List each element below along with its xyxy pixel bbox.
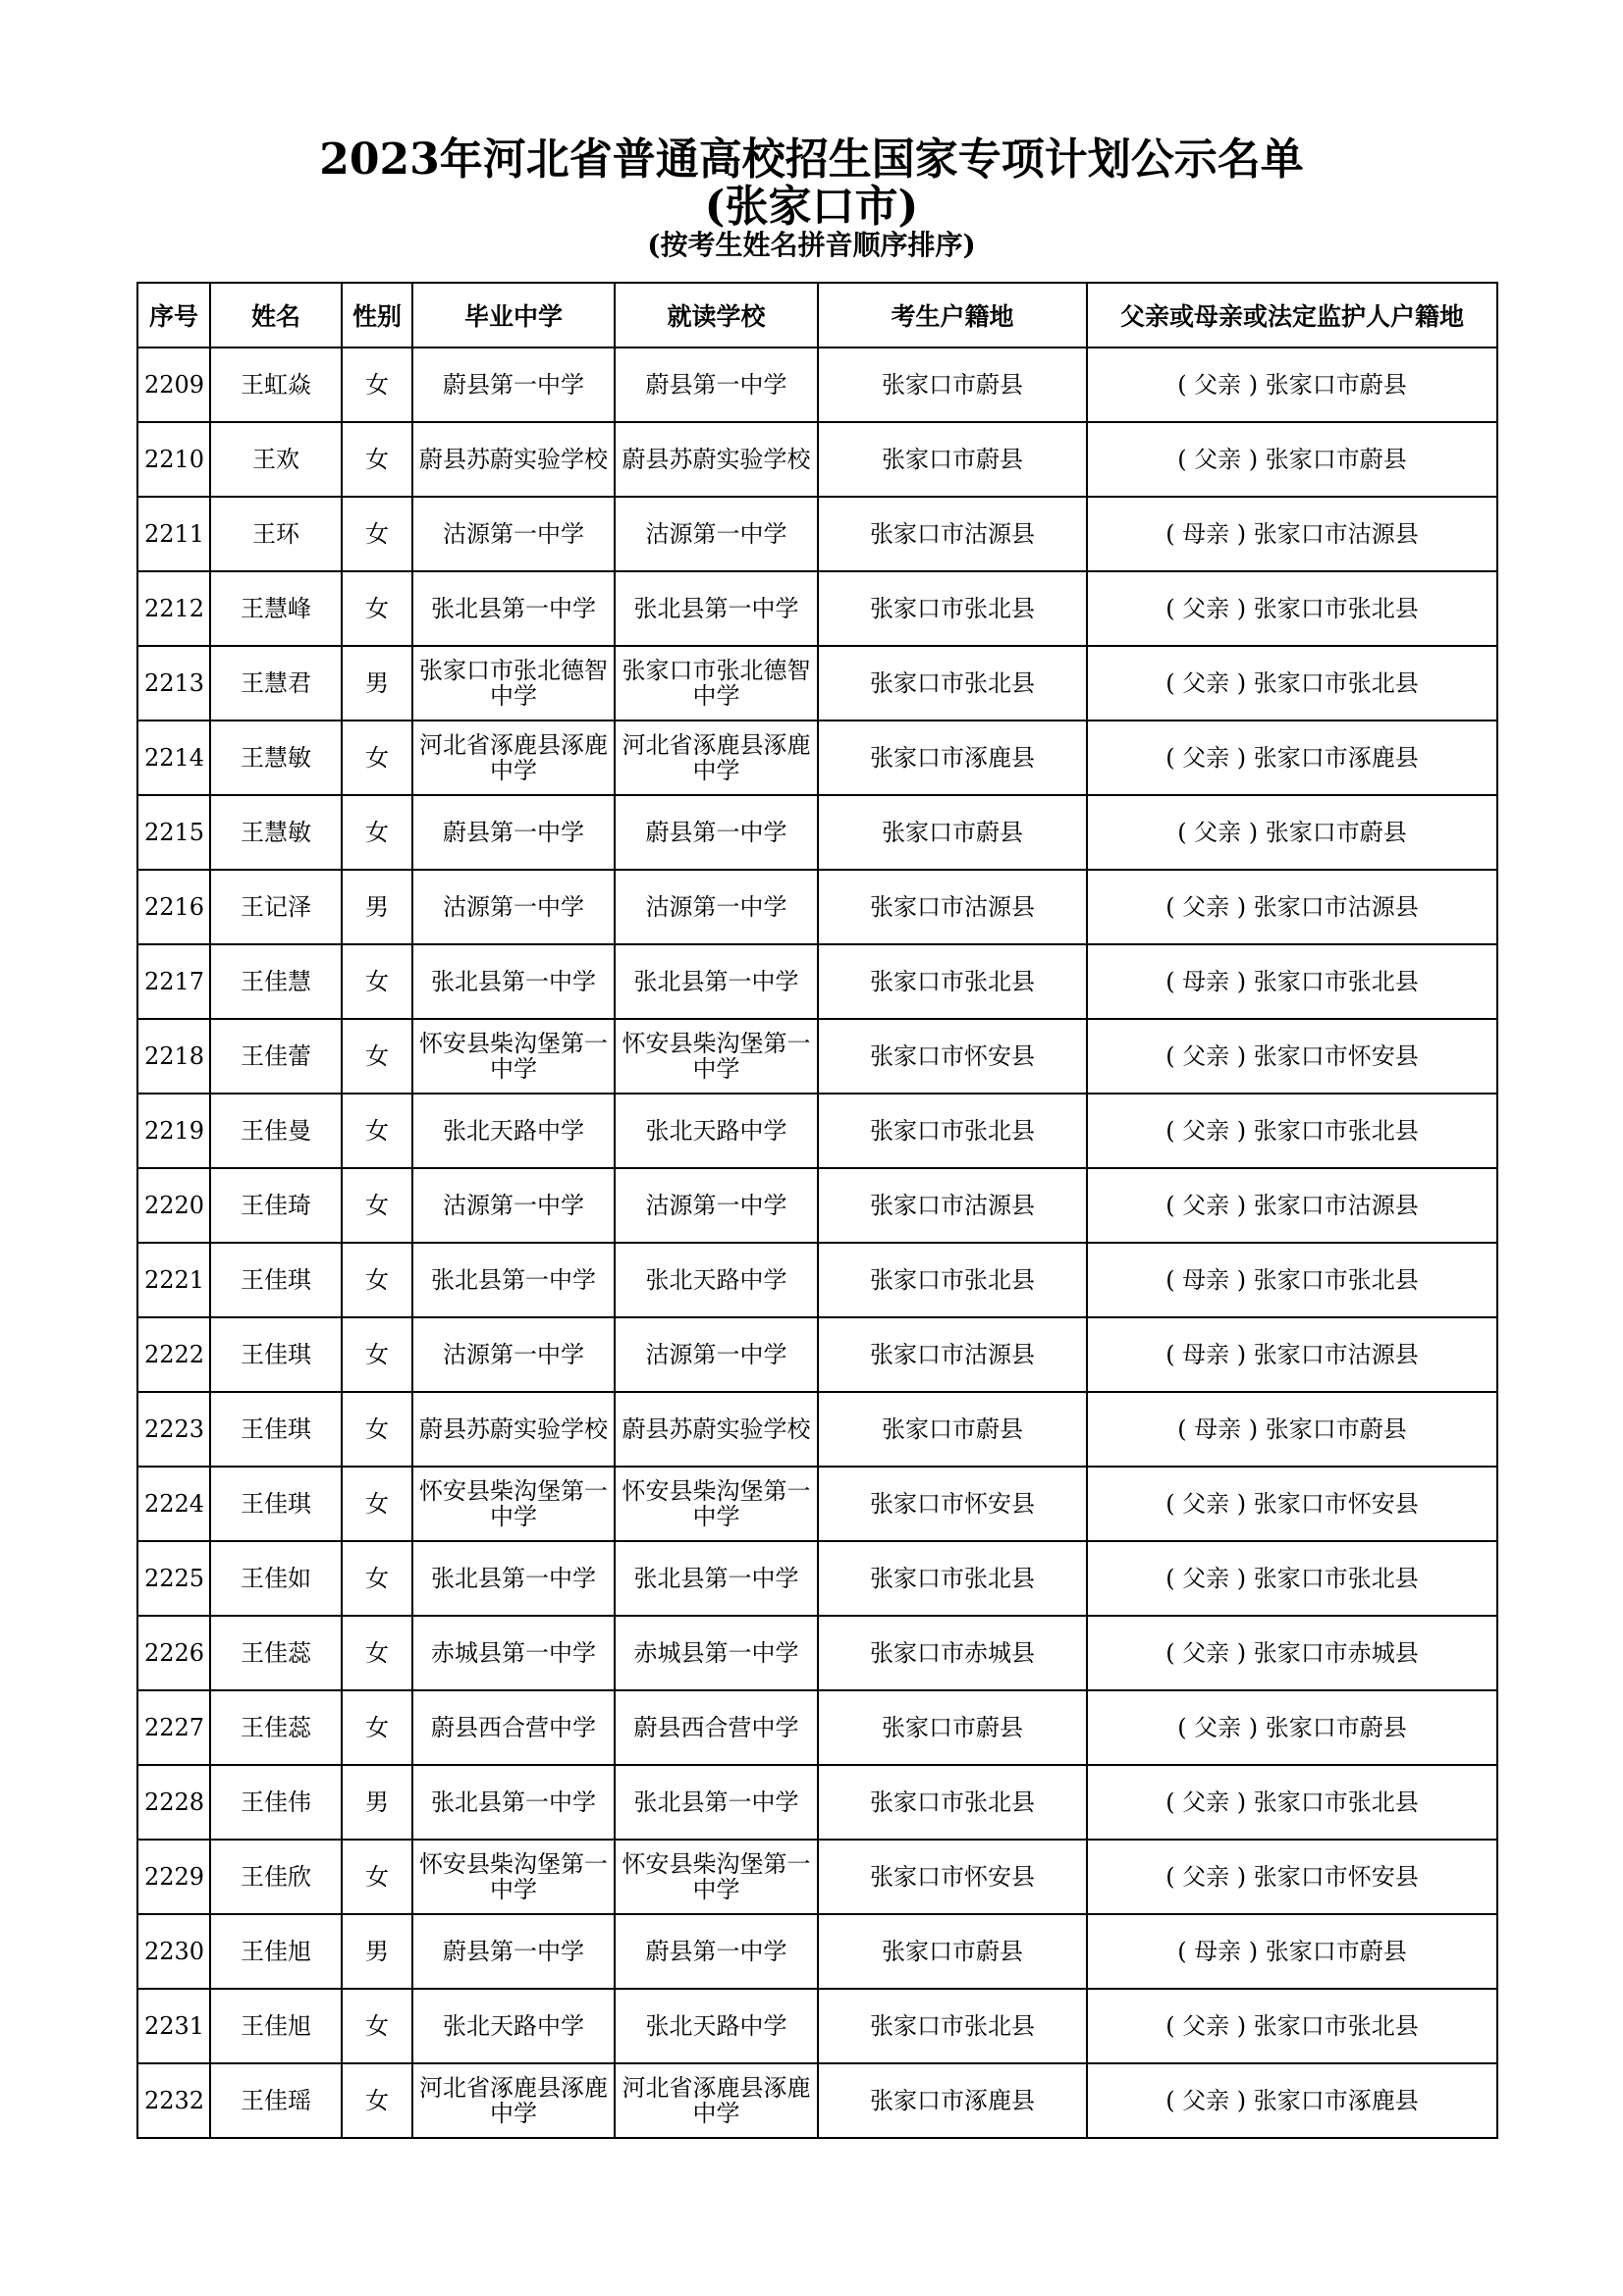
- cell-parent-hukou: ( 母亲 ) 张家口市张北县: [1087, 944, 1497, 1019]
- cell-student-hukou: 张家口市张北县: [818, 646, 1087, 721]
- cell-name: 王佳瑶: [210, 2063, 342, 2138]
- cell-current-school: 怀安县柴沟堡第一中学: [615, 1019, 818, 1094]
- col-header-graduation-school: 毕业中学: [412, 283, 615, 347]
- table-body: [137, 347, 1497, 2138]
- cell-graduation-school: 张北县第一中学: [412, 1541, 615, 1616]
- cell-seq: 2221: [137, 1243, 210, 1317]
- cell-student-hukou: 张家口市张北县: [818, 1094, 1087, 1168]
- cell-gender: 女: [342, 1541, 412, 1616]
- cell-parent-hukou: ( 父亲 ) 张家口市张北县: [1087, 1989, 1497, 2063]
- cell-current-school: 张北县第一中学: [615, 944, 818, 1019]
- cell-seq: 2220: [137, 1168, 210, 1243]
- cell-current-school: 河北省涿鹿县涿鹿中学: [615, 2063, 818, 2138]
- cell-name: 王慧君: [210, 646, 342, 721]
- cell-gender: 女: [342, 347, 412, 422]
- cell-current-school: 张北县第一中学: [615, 1765, 818, 1840]
- col-header-student-hukou: 考生户籍地: [818, 283, 1087, 347]
- cell-student-hukou: 张家口市沽源县: [818, 497, 1087, 571]
- cell-seq: 2209: [137, 347, 210, 422]
- table-row: [137, 422, 1497, 497]
- table-row: [137, 1765, 1497, 1840]
- col-header-seq: 序号: [137, 283, 210, 347]
- cell-name: 王佳伟: [210, 1765, 342, 1840]
- table-row: [137, 1467, 1497, 1541]
- cell-current-school: 蔚县苏蔚实验学校: [615, 422, 818, 497]
- cell-graduation-school: 蔚县苏蔚实验学校: [412, 1392, 615, 1467]
- cell-gender: 女: [342, 1467, 412, 1541]
- cell-graduation-school: 怀安县柴沟堡第一中学: [412, 1019, 615, 1094]
- table-row: [137, 1616, 1497, 1690]
- cell-gender: 女: [342, 1690, 412, 1765]
- cell-graduation-school: 怀安县柴沟堡第一中学: [412, 1840, 615, 1914]
- cell-graduation-school: 沽源第一中学: [412, 497, 615, 571]
- cell-parent-hukou: ( 父亲 ) 张家口市涿鹿县: [1087, 721, 1497, 795]
- table-row: [137, 347, 1497, 422]
- cell-parent-hukou: ( 父亲 ) 张家口市怀安县: [1087, 1019, 1497, 1094]
- cell-parent-hukou: ( 父亲 ) 张家口市张北县: [1087, 646, 1497, 721]
- cell-seq: 2213: [137, 646, 210, 721]
- cell-student-hukou: 张家口市怀安县: [818, 1467, 1087, 1541]
- cell-parent-hukou: ( 父亲 ) 张家口市蔚县: [1087, 422, 1497, 497]
- cell-current-school: 河北省涿鹿县涿鹿中学: [615, 721, 818, 795]
- cell-student-hukou: 张家口市蔚县: [818, 1914, 1087, 1989]
- cell-current-school: 张家口市张北德智中学: [615, 646, 818, 721]
- cell-current-school: 张北县第一中学: [615, 1541, 818, 1616]
- page-title: 2023年河北省普通高校招生国家专项计划公示名单: [319, 134, 1304, 185]
- cell-current-school: 张北天路中学: [615, 1243, 818, 1317]
- cell-gender: 女: [342, 1616, 412, 1690]
- cell-parent-hukou: ( 母亲 ) 张家口市沽源县: [1087, 497, 1497, 571]
- cell-current-school: 张北天路中学: [615, 1989, 818, 2063]
- table-row: [137, 646, 1497, 721]
- table-row: [137, 1243, 1497, 1317]
- cell-seq: 2226: [137, 1616, 210, 1690]
- cell-current-school: 沽源第一中学: [615, 497, 818, 571]
- cell-name: 王佳琪: [210, 1243, 342, 1317]
- cell-gender: 女: [342, 571, 412, 646]
- cell-parent-hukou: ( 母亲 ) 张家口市蔚县: [1087, 1392, 1497, 1467]
- cell-gender: 男: [342, 1914, 412, 1989]
- cell-seq: 2232: [137, 2063, 210, 2138]
- cell-parent-hukou: ( 父亲 ) 张家口市蔚县: [1087, 795, 1497, 870]
- cell-student-hukou: 张家口市张北县: [818, 944, 1087, 1019]
- cell-seq: 2227: [137, 1690, 210, 1765]
- cell-current-school: 蔚县第一中学: [615, 795, 818, 870]
- table-row: [137, 2063, 1497, 2138]
- cell-gender: 女: [342, 1094, 412, 1168]
- table-row: [137, 944, 1497, 1019]
- cell-parent-hukou: ( 父亲 ) 张家口市张北县: [1087, 571, 1497, 646]
- cell-name: 王慧敏: [210, 721, 342, 795]
- cell-gender: 女: [342, 2063, 412, 2138]
- table-header-row: [137, 283, 1497, 347]
- cell-graduation-school: 赤城县第一中学: [412, 1616, 615, 1690]
- cell-name: 王佳欣: [210, 1840, 342, 1914]
- cell-gender: 女: [342, 795, 412, 870]
- cell-student-hukou: 张家口市张北县: [818, 1541, 1087, 1616]
- cell-gender: 女: [342, 1840, 412, 1914]
- cell-graduation-school: 张北县第一中学: [412, 944, 615, 1019]
- table-row: [137, 1840, 1497, 1914]
- cell-parent-hukou: ( 父亲 ) 张家口市蔚县: [1087, 1690, 1497, 1765]
- cell-parent-hukou: ( 父亲 ) 张家口市涿鹿县: [1087, 2063, 1497, 2138]
- cell-gender: 女: [342, 1392, 412, 1467]
- cell-graduation-school: 蔚县第一中学: [412, 795, 615, 870]
- cell-gender: 男: [342, 1765, 412, 1840]
- cell-gender: 女: [342, 944, 412, 1019]
- table-row: [137, 1989, 1497, 2063]
- cell-seq: 2217: [137, 944, 210, 1019]
- cell-graduation-school: 张北县第一中学: [412, 571, 615, 646]
- cell-name: 王佳蕊: [210, 1616, 342, 1690]
- col-header-name: 姓名: [210, 283, 342, 347]
- cell-parent-hukou: ( 父亲 ) 张家口市赤城县: [1087, 1616, 1497, 1690]
- cell-student-hukou: 张家口市沽源县: [818, 1168, 1087, 1243]
- cell-name: 王佳琪: [210, 1392, 342, 1467]
- cell-seq: 2231: [137, 1989, 210, 2063]
- cell-seq: 2215: [137, 795, 210, 870]
- cell-seq: 2212: [137, 571, 210, 646]
- cell-seq: 2211: [137, 497, 210, 571]
- cell-name: 王虹焱: [210, 347, 342, 422]
- cell-student-hukou: 张家口市张北县: [818, 1765, 1087, 1840]
- cell-current-school: 怀安县柴沟堡第一中学: [615, 1467, 818, 1541]
- cell-name: 王佳旭: [210, 1989, 342, 2063]
- cell-student-hukou: 张家口市怀安县: [818, 1840, 1087, 1914]
- cell-name: 王欢: [210, 422, 342, 497]
- cell-name: 王佳琪: [210, 1317, 342, 1392]
- cell-parent-hukou: ( 父亲 ) 张家口市蔚县: [1087, 347, 1497, 422]
- col-header-parent-hukou: 父亲或母亲或法定监护人户籍地: [1087, 283, 1497, 347]
- cell-gender: 男: [342, 870, 412, 944]
- cell-gender: 男: [342, 646, 412, 721]
- cell-parent-hukou: ( 父亲 ) 张家口市沽源县: [1087, 870, 1497, 944]
- cell-graduation-school: 蔚县第一中学: [412, 1914, 615, 1989]
- cell-seq: 2229: [137, 1840, 210, 1914]
- table-row: [137, 497, 1497, 571]
- cell-student-hukou: 张家口市蔚县: [818, 347, 1087, 422]
- cell-student-hukou: 张家口市赤城县: [818, 1616, 1087, 1690]
- cell-name: 王佳旭: [210, 1914, 342, 1989]
- cell-graduation-school: 蔚县西合营中学: [412, 1690, 615, 1765]
- cell-current-school: 赤城县第一中学: [615, 1616, 818, 1690]
- cell-seq: 2218: [137, 1019, 210, 1094]
- table-row: [137, 795, 1497, 870]
- cell-current-school: 沽源第一中学: [615, 870, 818, 944]
- cell-seq: 2230: [137, 1914, 210, 1989]
- cell-student-hukou: 张家口市沽源县: [818, 1317, 1087, 1392]
- cell-parent-hukou: ( 父亲 ) 张家口市张北县: [1087, 1765, 1497, 1840]
- cell-current-school: 蔚县第一中学: [615, 1914, 818, 1989]
- cell-gender: 女: [342, 1019, 412, 1094]
- cell-seq: 2210: [137, 422, 210, 497]
- cell-graduation-school: 张北县第一中学: [412, 1243, 615, 1317]
- cell-gender: 女: [342, 422, 412, 497]
- cell-parent-hukou: ( 母亲 ) 张家口市张北县: [1087, 1243, 1497, 1317]
- cell-name: 王佳慧: [210, 944, 342, 1019]
- cell-student-hukou: 张家口市怀安县: [818, 1019, 1087, 1094]
- cell-graduation-school: 张北天路中学: [412, 1094, 615, 1168]
- cell-current-school: 蔚县第一中学: [615, 347, 818, 422]
- cell-current-school: 沽源第一中学: [615, 1168, 818, 1243]
- table-row: [137, 1392, 1497, 1467]
- cell-gender: 女: [342, 1989, 412, 2063]
- cell-name: 王记泽: [210, 870, 342, 944]
- cell-parent-hukou: ( 父亲 ) 张家口市沽源县: [1087, 1168, 1497, 1243]
- cell-name: 王佳琪: [210, 1467, 342, 1541]
- cell-gender: 女: [342, 497, 412, 571]
- cell-graduation-school: 张北天路中学: [412, 1989, 615, 2063]
- table-row: [137, 1317, 1497, 1392]
- cell-parent-hukou: ( 父亲 ) 张家口市怀安县: [1087, 1840, 1497, 1914]
- cell-student-hukou: 张家口市蔚县: [818, 795, 1087, 870]
- cell-current-school: 怀安县柴沟堡第一中学: [615, 1840, 818, 1914]
- cell-seq: 2228: [137, 1765, 210, 1840]
- cell-current-school: 蔚县西合营中学: [615, 1690, 818, 1765]
- cell-parent-hukou: ( 父亲 ) 张家口市怀安县: [1087, 1467, 1497, 1541]
- cell-seq: 2224: [137, 1467, 210, 1541]
- cell-parent-hukou: ( 父亲 ) 张家口市张北县: [1087, 1541, 1497, 1616]
- cell-graduation-school: 怀安县柴沟堡第一中学: [412, 1467, 615, 1541]
- cell-seq: 2216: [137, 870, 210, 944]
- cell-graduation-school: 沽源第一中学: [412, 1168, 615, 1243]
- student-table: [136, 282, 1498, 2139]
- cell-seq: 2225: [137, 1541, 210, 1616]
- cell-student-hukou: 张家口市沽源县: [818, 870, 1087, 944]
- cell-name: 王环: [210, 497, 342, 571]
- table-row: [137, 1094, 1497, 1168]
- cell-graduation-school: 蔚县第一中学: [412, 347, 615, 422]
- cell-graduation-school: 河北省涿鹿县涿鹿中学: [412, 2063, 615, 2138]
- cell-student-hukou: 张家口市张北县: [818, 1243, 1087, 1317]
- cell-graduation-school: 河北省涿鹿县涿鹿中学: [412, 721, 615, 795]
- table-row: [137, 721, 1497, 795]
- cell-name: 王佳曼: [210, 1094, 342, 1168]
- cell-name: 王佳如: [210, 1541, 342, 1616]
- col-header-current-school: 就读学校: [615, 283, 818, 347]
- cell-name: 王佳蕊: [210, 1690, 342, 1765]
- table-row: [137, 1914, 1497, 1989]
- cell-seq: 2219: [137, 1094, 210, 1168]
- cell-parent-hukou: ( 母亲 ) 张家口市蔚县: [1087, 1914, 1497, 1989]
- cell-gender: 女: [342, 1243, 412, 1317]
- table-row: [137, 1690, 1497, 1765]
- cell-gender: 女: [342, 721, 412, 795]
- cell-student-hukou: 张家口市涿鹿县: [818, 721, 1087, 795]
- cell-seq: 2222: [137, 1317, 210, 1392]
- cell-seq: 2223: [137, 1392, 210, 1467]
- cell-graduation-school: 张家口市张北德智中学: [412, 646, 615, 721]
- table-row: [137, 870, 1497, 944]
- cell-gender: 女: [342, 1168, 412, 1243]
- cell-name: 王佳蕾: [210, 1019, 342, 1094]
- table-row: [137, 1168, 1497, 1243]
- cell-name: 王慧敏: [210, 795, 342, 870]
- cell-parent-hukou: ( 父亲 ) 张家口市张北县: [1087, 1094, 1497, 1168]
- cell-gender: 女: [342, 1317, 412, 1392]
- cell-student-hukou: 张家口市蔚县: [818, 1690, 1087, 1765]
- cell-current-school: 沽源第一中学: [615, 1317, 818, 1392]
- cell-graduation-school: 沽源第一中学: [412, 1317, 615, 1392]
- page-subtitle: (张家口市): [704, 182, 919, 232]
- table-row: [137, 1541, 1497, 1616]
- cell-student-hukou: 张家口市蔚县: [818, 422, 1087, 497]
- table-row: [137, 1019, 1497, 1094]
- cell-student-hukou: 张家口市涿鹿县: [818, 2063, 1087, 2138]
- cell-seq: 2214: [137, 721, 210, 795]
- cell-name: 王慧峰: [210, 571, 342, 646]
- cell-graduation-school: 沽源第一中学: [412, 870, 615, 944]
- cell-student-hukou: 张家口市张北县: [818, 571, 1087, 646]
- table-row: [137, 571, 1497, 646]
- sort-note: (按考生姓名拼音顺序排序): [647, 229, 976, 261]
- cell-current-school: 张北县第一中学: [615, 571, 818, 646]
- col-header-gender: 性别: [342, 283, 412, 347]
- cell-student-hukou: 张家口市张北县: [818, 1989, 1087, 2063]
- cell-current-school: 张北天路中学: [615, 1094, 818, 1168]
- cell-graduation-school: 张北县第一中学: [412, 1765, 615, 1840]
- cell-student-hukou: 张家口市蔚县: [818, 1392, 1087, 1467]
- cell-current-school: 蔚县苏蔚实验学校: [615, 1392, 818, 1467]
- cell-parent-hukou: ( 母亲 ) 张家口市沽源县: [1087, 1317, 1497, 1392]
- cell-graduation-school: 蔚县苏蔚实验学校: [412, 422, 615, 497]
- cell-name: 王佳琦: [210, 1168, 342, 1243]
